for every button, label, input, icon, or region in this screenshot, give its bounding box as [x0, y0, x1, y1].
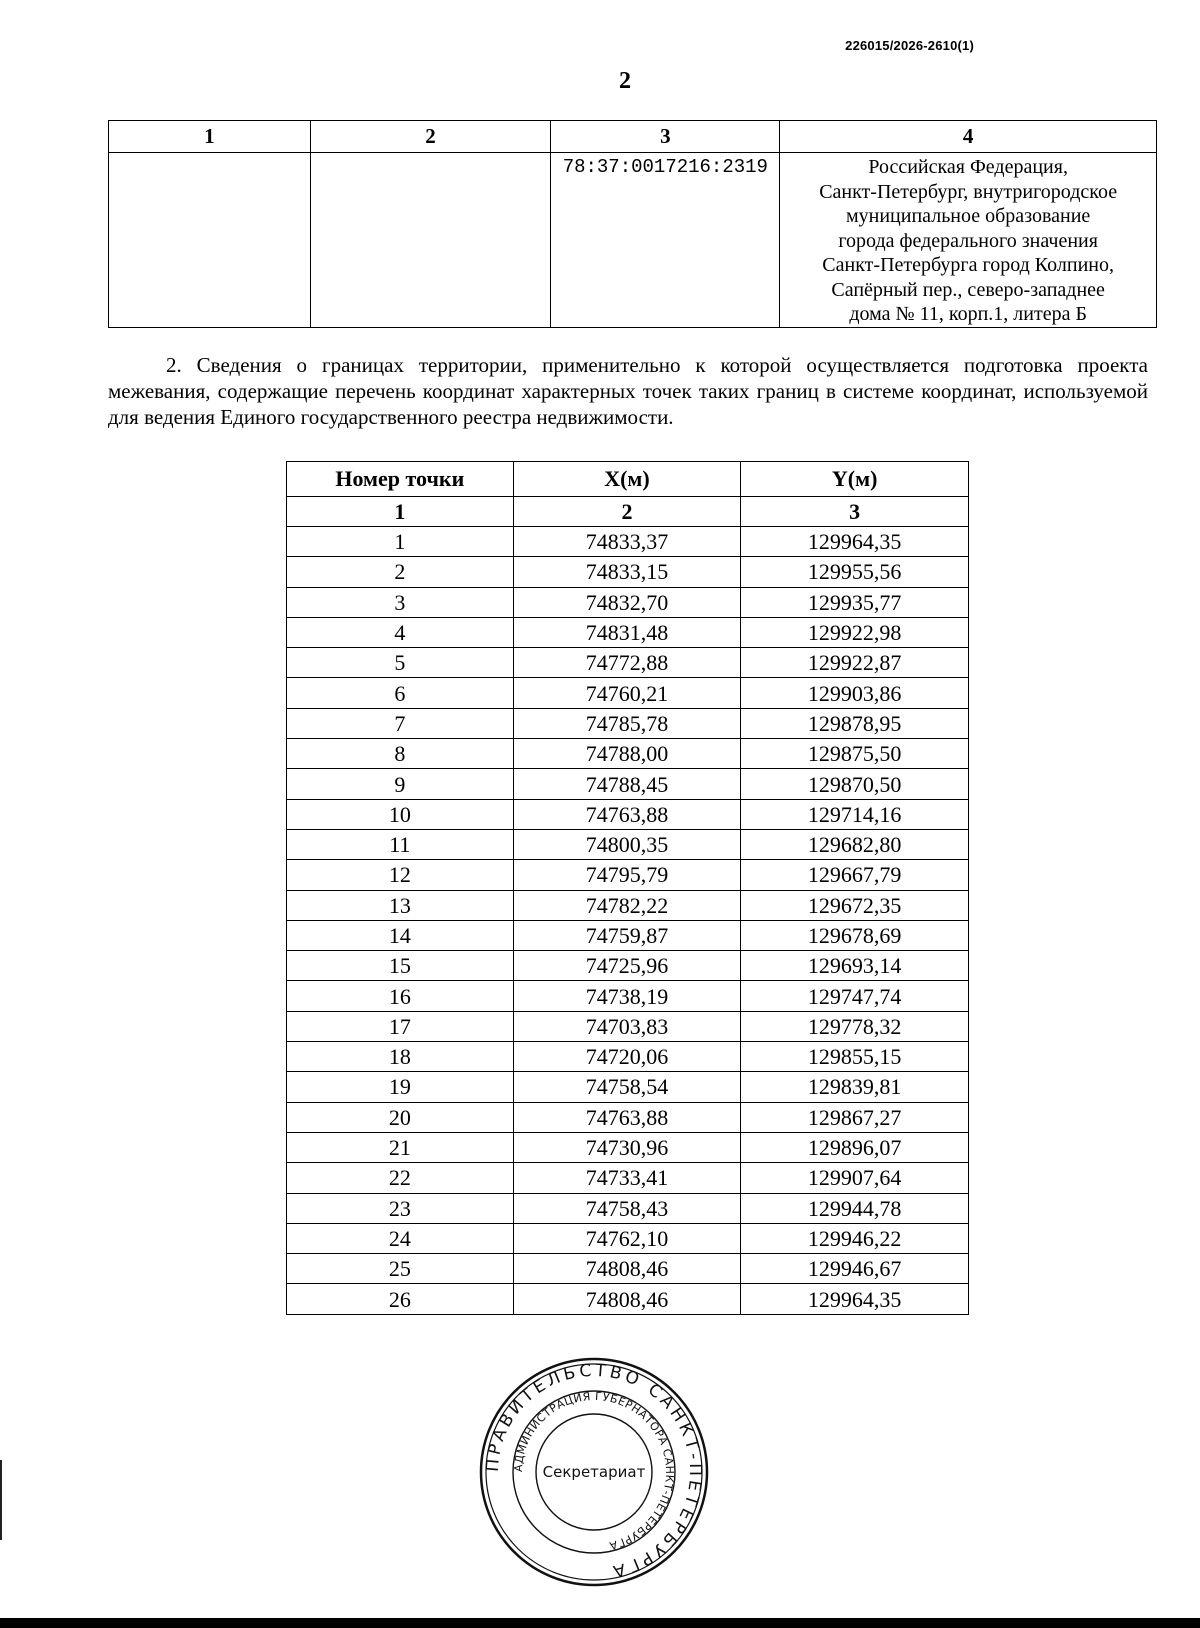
table-row — [287, 1284, 969, 1314]
point-number: 11 — [287, 829, 514, 859]
y-coordinate: 129682,80 — [741, 829, 969, 859]
point-number: 9 — [287, 769, 514, 799]
column-number: 3 — [741, 497, 969, 527]
x-coordinate: 74725,96 — [513, 951, 741, 981]
table-row — [287, 951, 969, 981]
table-row — [287, 1163, 969, 1193]
x-coordinate: 74772,88 — [513, 648, 741, 678]
address-cell — [780, 153, 1157, 328]
boundary-paragraph: 2. Сведения о границах территории, применительно к которой осуществляется подготовка проекта межевания, содержащие перечень координат характерных точек таких границ в системе координат, используемой для ведения Единого государственного реестра недвижимости. — [108, 353, 1148, 429]
address-line: Сапёрный пер., северо-западнее — [831, 278, 1105, 301]
y-coordinate: 129693,14 — [741, 951, 969, 981]
seal-stamp — [478, 1356, 710, 1588]
point-number: 18 — [287, 1042, 514, 1072]
x-coordinate: 74832,70 — [513, 587, 741, 617]
point-number: 4 — [287, 617, 514, 647]
address-table-row — [109, 153, 1157, 328]
table-row — [287, 587, 969, 617]
point-number: 8 — [287, 739, 514, 769]
x-coordinate: 74788,45 — [513, 769, 741, 799]
point-number: 14 — [287, 920, 514, 950]
y-coordinate: 129964,35 — [741, 527, 969, 557]
stamp-outer-text: ПРАВИТЕЛЬСТВО САНКТ-ПЕТЕРБУРГА — [482, 1360, 706, 1582]
x-coordinate: 74760,21 — [513, 678, 741, 708]
x-coordinate: 74833,15 — [513, 557, 741, 587]
table-row — [287, 1011, 969, 1041]
point-number: 22 — [287, 1163, 514, 1193]
table-row — [287, 1042, 969, 1072]
address-table-header-cell: 2 — [310, 121, 551, 153]
point-number: 7 — [287, 708, 514, 738]
table-row — [287, 557, 969, 587]
x-coordinate: 74808,46 — [513, 1284, 741, 1314]
x-coordinate: 74833,37 — [513, 527, 741, 557]
point-number: 21 — [287, 1132, 514, 1162]
coordinates-table-header — [287, 462, 969, 497]
point-number: 2 — [287, 557, 514, 587]
x-coordinate: 74758,43 — [513, 1193, 741, 1223]
table-row — [287, 708, 969, 738]
y-coordinate: 129922,98 — [741, 617, 969, 647]
stamp-center-text: Секретариат — [542, 1463, 646, 1481]
address-table-header-cell: 3 — [551, 121, 780, 153]
table-row — [287, 799, 969, 829]
table-row — [287, 527, 969, 557]
x-coordinate: 74808,46 — [513, 1254, 741, 1284]
scan-edge-mark — [0, 1460, 2, 1540]
y-coordinate: 129907,64 — [741, 1163, 969, 1193]
point-number: 12 — [287, 860, 514, 890]
point-number: 1 — [287, 527, 514, 557]
point-number: 17 — [287, 1011, 514, 1041]
table-row — [287, 617, 969, 647]
table-row — [287, 739, 969, 769]
x-coordinate: 74763,88 — [513, 1102, 741, 1132]
table-row — [287, 981, 969, 1011]
y-coordinate: 129903,86 — [741, 678, 969, 708]
y-coordinate: 129955,56 — [741, 557, 969, 587]
y-coordinate: 129946,67 — [741, 1254, 969, 1284]
address-table-cell-2 — [310, 153, 551, 328]
y-coordinate: 129672,35 — [741, 890, 969, 920]
y-coordinate: 129747,74 — [741, 981, 969, 1011]
point-number: 19 — [287, 1072, 514, 1102]
address-line: Российская Федерация, — [868, 156, 1068, 178]
point-number: 3 — [287, 587, 514, 617]
table-row — [287, 1072, 969, 1102]
header-y: Y(м) — [741, 462, 969, 497]
y-coordinate: 129714,16 — [741, 799, 969, 829]
header-point-number: Номер точки — [287, 462, 514, 497]
coordinates-table — [286, 461, 969, 1315]
y-coordinate: 129867,27 — [741, 1102, 969, 1132]
point-number: 26 — [287, 1284, 514, 1314]
point-number: 23 — [287, 1193, 514, 1223]
x-coordinate: 74762,10 — [513, 1223, 741, 1253]
x-coordinate: 74738,19 — [513, 981, 741, 1011]
stamp-inner-text: АДМИНИСТРАЦИЯ ГУБЕРНАТОРА САНКТ-ПЕТЕРБУРГА — [511, 1389, 677, 1553]
cadastral-number: 78:37:0017216:2319 — [551, 153, 780, 328]
x-coordinate: 74800,35 — [513, 829, 741, 859]
table-row — [287, 860, 969, 890]
point-number: 10 — [287, 799, 514, 829]
table-row — [287, 829, 969, 859]
table-row — [287, 648, 969, 678]
address-table — [108, 120, 1157, 328]
address-table-header-cell: 4 — [780, 121, 1157, 153]
document-number: 226015/2026-2610(1) — [845, 38, 974, 53]
x-coordinate: 74795,79 — [513, 860, 741, 890]
y-coordinate: 129878,95 — [741, 708, 969, 738]
point-number: 15 — [287, 951, 514, 981]
page-number: 2 — [619, 68, 631, 94]
table-row — [287, 1193, 969, 1223]
address-line: города федерального значения — [838, 229, 1098, 252]
x-coordinate: 74758,54 — [513, 1072, 741, 1102]
address-line: дома № 11, корп.1, литера Б — [849, 303, 1087, 325]
header-x: X(м) — [513, 462, 741, 497]
column-number: 1 — [287, 497, 514, 527]
address-line: Санкт-Петербург, внутригородское — [819, 180, 1118, 203]
y-coordinate: 129935,77 — [741, 587, 969, 617]
y-coordinate: 129839,81 — [741, 1072, 969, 1102]
y-coordinate: 129870,50 — [741, 769, 969, 799]
column-number-row — [287, 497, 969, 527]
x-coordinate: 74730,96 — [513, 1132, 741, 1162]
address-table-cell-1 — [109, 153, 311, 328]
y-coordinate: 129778,32 — [741, 1011, 969, 1041]
table-row — [287, 890, 969, 920]
y-coordinate: 129678,69 — [741, 920, 969, 950]
table-row — [287, 1223, 969, 1253]
address-table-header — [109, 121, 1157, 153]
table-row — [287, 920, 969, 950]
table-row — [287, 678, 969, 708]
point-number: 20 — [287, 1102, 514, 1132]
point-number: 6 — [287, 678, 514, 708]
y-coordinate: 129875,50 — [741, 739, 969, 769]
x-coordinate: 74759,87 — [513, 920, 741, 950]
table-row — [287, 1254, 969, 1284]
x-coordinate: 74720,06 — [513, 1042, 741, 1072]
point-number: 16 — [287, 981, 514, 1011]
y-coordinate: 129922,87 — [741, 648, 969, 678]
x-coordinate: 74785,78 — [513, 708, 741, 738]
x-coordinate: 74831,48 — [513, 617, 741, 647]
point-number: 24 — [287, 1223, 514, 1253]
x-coordinate: 74763,88 — [513, 799, 741, 829]
y-coordinate: 129964,35 — [741, 1284, 969, 1314]
point-number: 13 — [287, 890, 514, 920]
y-coordinate: 129855,15 — [741, 1042, 969, 1072]
y-coordinate: 129667,79 — [741, 860, 969, 890]
x-coordinate: 74782,22 — [513, 890, 741, 920]
point-number: 25 — [287, 1254, 514, 1284]
address-line: Санкт-Петербурга город Колпино, — [822, 254, 1114, 276]
address-line: муниципальное образование — [845, 205, 1091, 227]
x-coordinate: 74788,00 — [513, 739, 741, 769]
x-coordinate: 74733,41 — [513, 1163, 741, 1193]
x-coordinate: 74703,83 — [513, 1011, 741, 1041]
y-coordinate: 129896,07 — [741, 1132, 969, 1162]
y-coordinate: 129944,78 — [741, 1193, 969, 1223]
point-number: 5 — [287, 648, 514, 678]
y-coordinate: 129946,22 — [741, 1223, 969, 1253]
table-row — [287, 1132, 969, 1162]
table-row — [287, 769, 969, 799]
scan-border — [0, 1618, 1200, 1628]
table-row — [287, 1102, 969, 1132]
address-table-header-cell: 1 — [109, 121, 311, 153]
column-number: 2 — [513, 497, 741, 527]
